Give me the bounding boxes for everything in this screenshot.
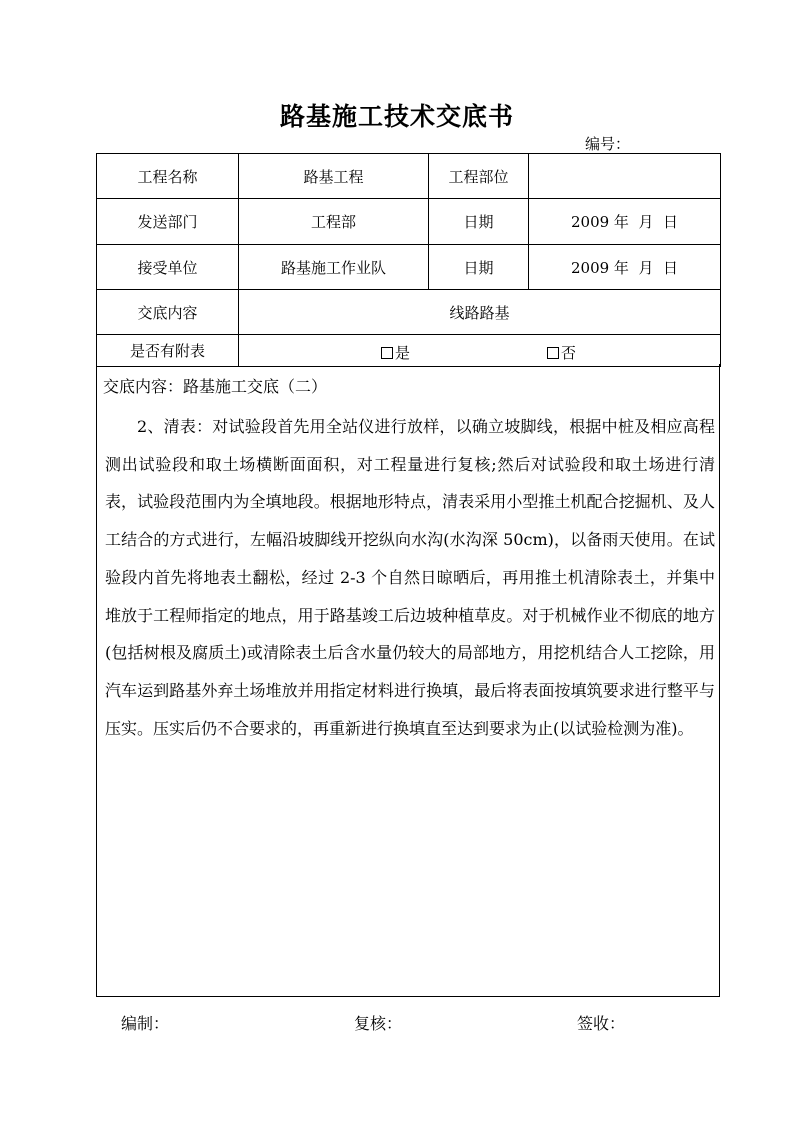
project-name-label: 工程名称 [97, 154, 239, 199]
checkbox-icon[interactable] [381, 347, 393, 359]
receiver-label: 接受单位 [97, 245, 239, 290]
content-label: 交底内容 [97, 290, 239, 335]
project-part-label: 工程部位 [429, 154, 529, 199]
attachment-label: 是否有附表 [97, 335, 239, 367]
table-row [97, 290, 721, 335]
content-heading: 交底内容：路基施工交底（二） [103, 377, 328, 396]
project-name-value: 路基工程 [239, 154, 429, 199]
receiver-value: 路基施工作业队 [239, 245, 429, 290]
received-by-label: 签收： [577, 1014, 626, 1033]
attachment-options [239, 335, 721, 367]
table-row [97, 199, 721, 245]
checkbox-icon[interactable] [547, 347, 559, 359]
document-title: 路基施工技术交底书 [279, 102, 514, 131]
table-row [97, 335, 721, 367]
attachment-no-label: 否 [561, 344, 577, 362]
table-row [97, 154, 721, 199]
send-dept-label: 发送部门 [97, 199, 239, 245]
document-number-label: 编号： [585, 135, 631, 153]
content-paragraph: 2、清表：对试验段首先用全站仪进行放样，以确立坡脚线，根据中桩及相应高程测出试验段和取土场横断面面积，对工程量进行复核;然后对试验段和取土场进行清表，试验段范围内为全填地段。根据地形特点，清表采用小型推土机配合挖掘机、及人工结合的方式进行，左幅沿坡脚线开挖纵向水沟(水沟深 50cm)，以备雨天使用。在试验段内首先将地表土翻松，经过 2-3 个自然日晾晒后，再用推土机清除表土，并集中堆放于工程师指定的地点，用于路基竣工后边坡种植草皮。对于机械作业不彻底的地方(包括树根及腐质土)或清除表土后含水量仍较大的局部地方，用挖机结合人工挖除，用汽车运到路基外弃土场堆放并用指定材料进行换填，最后将表面按填筑要求进行整平与压实。压实后仍不合要求的，再重新进行换填直至达到要求为止(以试验检测为准)。 [105, 417, 715, 738]
date-value: 2009 年 月 日 [529, 199, 721, 245]
content-value: 线路路基 [239, 290, 721, 335]
date-value: 2009 年 月 日 [529, 245, 721, 290]
reviewed-by-label: 复核： [354, 1014, 403, 1033]
table-row [97, 245, 721, 290]
project-part-value [529, 154, 721, 199]
prepared-by-label: 编制： [121, 1014, 170, 1033]
attachment-yes-label: 是 [395, 344, 411, 362]
info-table [96, 153, 721, 367]
attachment-yes-option[interactable] [381, 342, 410, 363]
attachment-no-option[interactable] [547, 342, 576, 363]
send-dept-value: 工程部 [239, 199, 429, 245]
content-box [96, 364, 720, 997]
date-label: 日期 [429, 199, 529, 245]
date-label: 日期 [429, 245, 529, 290]
